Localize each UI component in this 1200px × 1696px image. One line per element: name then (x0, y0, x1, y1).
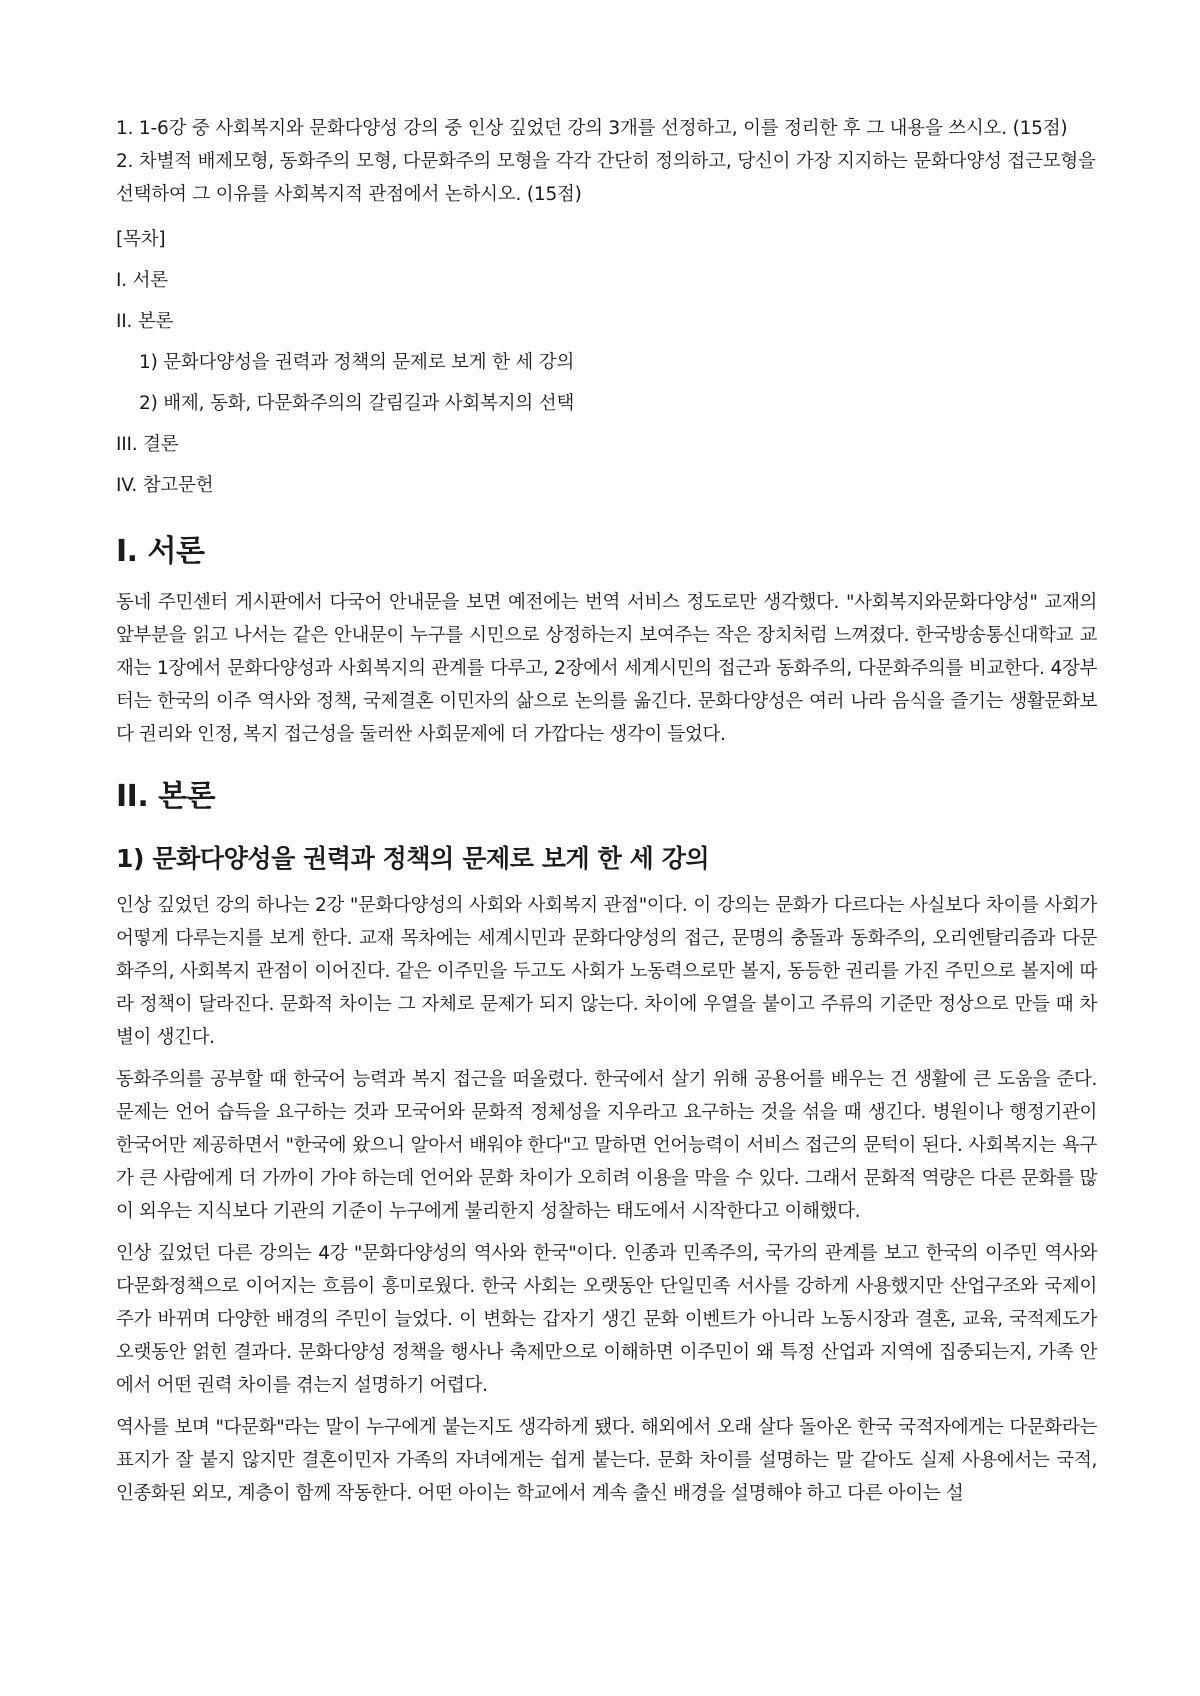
body-title: II. 본론 (116, 779, 216, 814)
question-2: 2. 차별적 배제모형, 동화주의 모형, 다문화주의 모형을 각각 간단히 정의하고, 당신이 가장 지지하는 문화다양성 접근모형을 선택하여 그 이유를 사회복지적 관점에서 논하시오. (15점) (116, 151, 1096, 205)
toc-item-body-2: 2) 배제, 동화, 다문화주의의 갈림길과 사회복지의 선택 (139, 393, 575, 414)
toc-heading: [목차] (116, 229, 166, 250)
question-1: 1. 1-6강 중 사회복지와 문화다양성 강의 중 인상 깊었던 강의 3개를 선정하고, 이를 정리한 후 그 내용을 쓰시오. (15점) (116, 118, 1068, 139)
assignment-questions (116, 112, 1097, 211)
subsection-1-paragraph-1: 인상 깊었던 강의 하나는 2강 "문화다양성의 사회와 사회복지 관점"이다. 이 강의는 문화가 다르다는 사실보다 차이를 사회가 어떻게 다루는지를 보게 한다. 교재 목차에는 세계시민과 문화다양성의 접근, 문명의 충돌과 동화주의, 오리엔탈리즘과 다문화주의, 사회복지 관점이 이어진다. 같은 이주민을 두고도 사회가 노동력으로만 볼지, 동등한 권리를 가진 주민으로 볼지에 따라 정책이 달라진다. 문화적 차이는 그 자체로 문제가 되지 않는다. 차이에 우열을 붙이고 주류의 기준만 정상으로 만들 때 차별이 생긴다. (116, 895, 1097, 1048)
toc-item-conclusion: III. 결론 (116, 434, 179, 455)
subsection-1-paragraph-2: 동화주의를 공부할 때 한국어 능력과 복지 접근을 떠올렸다. 한국에서 살기 위해 공용어를 배우는 건 생활에 큰 도움을 준다. 문제는 언어 습득을 요구하는 것과 모국어와 문화적 정체성을 지우라고 요구하는 것을 섞을 때 생긴다. 병원이나 행정기관이 한국어만 제공하면서 "한국에 왔으니 알아서 배워야 한다"고 말하면 언어능력이 서비스 접근의 문턱이 된다. 사회복지는 욕구가 큰 사람에게 더 가까이 가야 하는데 언어와 문화 차이가 오히려 이용을 막을 수 있다. 그래서 문화적 역량은 다른 문화를 많이 외우는 지식보다 기관의 기준이 누구에게 불리한지 성찰하는 태도에서 시작한다고 이해했다. (116, 1069, 1097, 1222)
subsection-1-paragraph-3: 인상 깊었던 다른 강의는 4강 "문화다양성의 역사와 한국"이다. 인종과 민족주의, 국가의 관계를 보고 한국의 이주민 역사와 다문화정책으로 이어지는 흐름이 흥미로웠다. 한국 사회는 오랫동안 단일민족 서사를 강하게 사용했지만 산업구조와 국제이주가 바뀌며 다양한 배경의 주민이 늘었다. 이 변화는 갑자기 생긴 문화 이벤트가 아니라 노동시장과 결혼, 교육, 국적제도가 오랫동안 얽힌 결과다. 문화다양성 정책을 행사나 축제만으로 이해하면 이주민이 왜 특정 산업과 지역에 집중되는지, 가족 안에서 어떤 권력 차이를 겪는지 설명하기 어렵다. (116, 1243, 1097, 1396)
introduction-paragraph: 동네 주민센터 게시판에서 다국어 안내문을 보면 예전에는 번역 서비스 정도로만 생각했다. "사회복지와문화다양성" 교재의 앞부분을 읽고 나서는 같은 안내문이 누구를 시민으로 상정하는지 보여주는 작은 장치처럼 느껴졌다. 한국방송통신대학교 교재는 1장에서 문화다양성과 사회복지의 관계를 다루고, 2장에서 세계시민의 접근과 동화주의, 다문화주의를 비교한다. 4장부터는 한국의 이주 역사와 정책, 국제결혼 이민자의 삶으로 논의를 옮긴다. 문화다양성은 여러 나라 음식을 즐기는 생활문화보다 권리와 인정, 복지 접근성을 둘러싼 사회문제에 더 가깝다는 생각이 들었다. (116, 592, 1097, 745)
toc-item-references: IV. 참고문헌 (116, 475, 214, 496)
subsection-1-paragraph-4: 역사를 보며 "다문화"라는 말이 누구에게 붙는지도 생각하게 됐다. 해외에서 오래 살다 돌아온 한국 국적자에게는 다문화라는 표지가 잘 붙지 않지만 결혼이민자 가족의 자녀에게는 쉽게 붙는다. 문화 차이를 설명하는 말 같아도 실제 사용에서는 국적, 인종화된 외모, 계층이 함께 작동한다. 어떤 아이는 학교에서 계속 출신 배경을 설명해야 하고 다른 아이는 설 (116, 1417, 1097, 1504)
introduction-title: I. 서론 (116, 534, 205, 569)
toc-item-body: II. 본론 (116, 311, 174, 332)
toc-item-body-1: 1) 문화다양성을 권력과 정책의 문제로 보게 한 세 강의 (139, 352, 575, 373)
toc-item-introduction: I. 서론 (116, 270, 168, 291)
subsection-1-title: 1) 문화다양성을 권력과 정책의 문제로 보게 한 세 강의 (116, 844, 710, 873)
table-of-contents (116, 219, 1097, 506)
